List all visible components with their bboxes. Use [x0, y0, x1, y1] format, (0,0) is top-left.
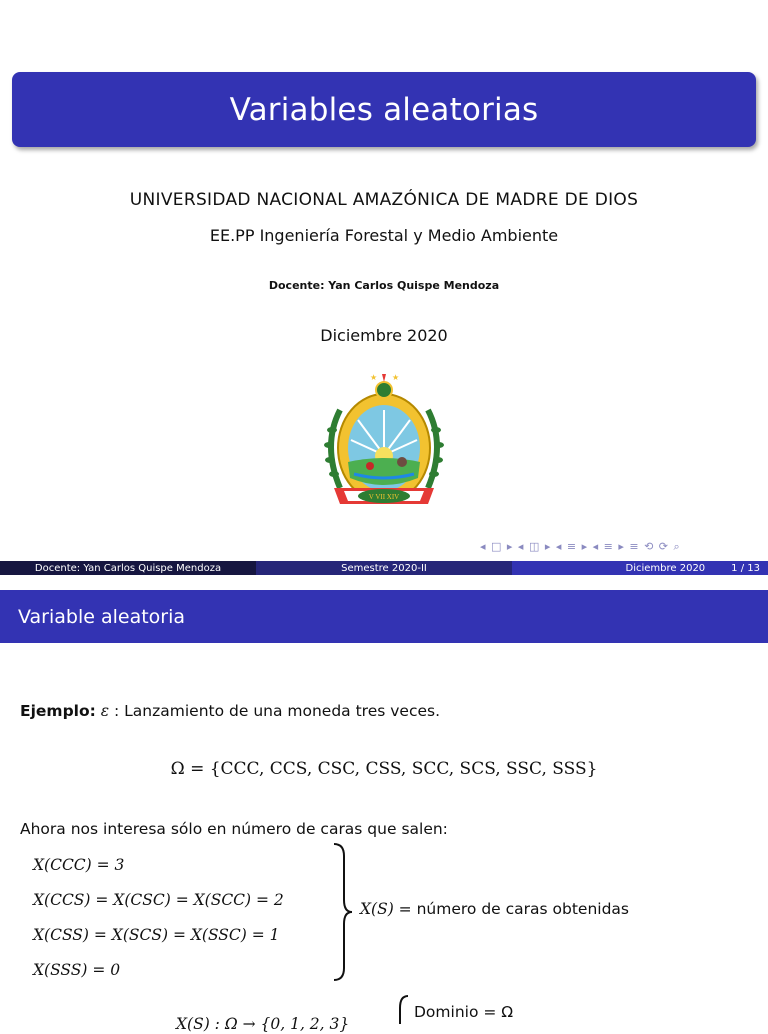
svg-text:★: ★: [370, 373, 378, 382]
intro-sentence: Ahora nos interesa sólo en número de caras que salen:: [20, 820, 448, 838]
epsilon-symbol: ε: [100, 702, 110, 720]
value-line: X(SSS) = 0: [33, 961, 121, 979]
left-brace: [392, 994, 410, 1034]
example-text: : Lanzamiento de una moneda tres veces.: [109, 702, 441, 720]
beamer-navigation-bar[interactable]: [480, 538, 766, 556]
university-seal-logo: [318, 370, 450, 512]
university-name: UNIVERSIDAD NACIONAL AMAZÓNICA DE MADRE DE DIOS: [129, 190, 639, 210]
frame-title-bar: [0, 590, 768, 643]
docente-name: Docente: Yan Carlos Quispe Mendoza: [268, 279, 500, 292]
slide-title-box: [12, 72, 756, 147]
school-name: EE.PP Ingeniería Forestal y Medio Ambiente: [209, 226, 559, 245]
example-label: Ejemplo:: [20, 702, 96, 720]
nav-symbols[interactable]: ◂ □ ▸ ◂ ◫ ▸ ◂ ≡ ▸ ◂ ≡ ▸ ≡ ⟲ ⟳ ⌕: [480, 540, 681, 553]
value-line: X(CSS) = X(SCS) = X(SSC) = 1: [33, 926, 280, 944]
slide-title: Variables aleatorias: [229, 91, 539, 128]
footer-page-number: 1 / 13: [731, 562, 760, 574]
svg-text:★: ★: [392, 373, 400, 382]
example-line: [20, 702, 440, 720]
right-brace: [330, 842, 354, 982]
xs-text: = número de caras obtenidas: [393, 900, 629, 918]
random-variable-values: [33, 848, 284, 988]
xs-symbol: X(S): [360, 900, 394, 918]
sample-space: Ω = {CCC, CCS, CSC, CSS, SCC, SCS, SSC, SSS}: [170, 759, 598, 779]
footer-semester: Semestre 2020-II: [256, 561, 512, 575]
seal-motto: V VII XIV: [368, 493, 400, 501]
frame-title: Variable aleatoria: [18, 605, 186, 628]
mapping-line: X(S) : Ω → {0, 1, 2, 3}: [176, 1015, 350, 1033]
value-line: X(CCC) = 3: [33, 856, 125, 874]
footer-date: Diciembre 2020: [625, 562, 706, 574]
footer-author: Docente: Yan Carlos Quispe Mendoza: [0, 561, 256, 575]
xs-definition: [360, 900, 629, 918]
footer-right: [512, 561, 768, 575]
domain-line: Dominio = Ω: [414, 1003, 514, 1021]
presentation-date: Diciembre 2020: [320, 326, 448, 345]
slide-footer: [0, 561, 768, 575]
value-line: X(CCS) = X(CSC) = X(SCC) = 2: [33, 891, 284, 909]
